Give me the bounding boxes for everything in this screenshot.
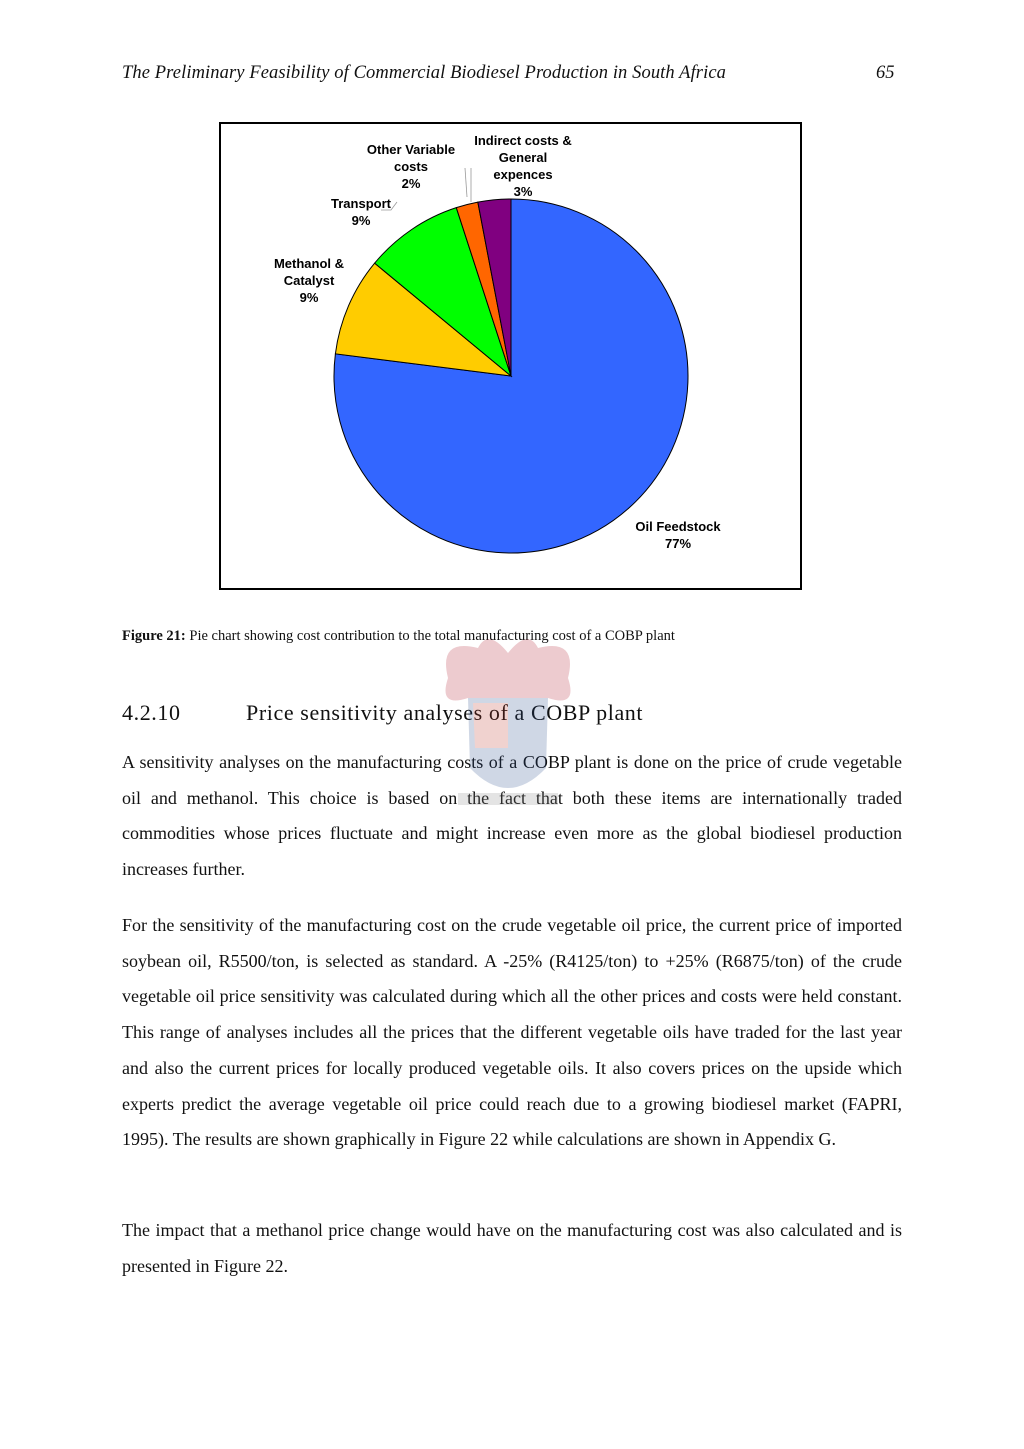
pie-label-oil-feedstock: Oil Feedstock 77% (635, 519, 721, 551)
section-heading (122, 700, 643, 726)
section-title: Price sensitivity analyses of a COBP plant (246, 700, 644, 725)
pie-label-other-variable-costs: Other Variable costs 2% (366, 142, 456, 191)
section-number: 4.2.10 (122, 700, 181, 725)
pie-chart-frame (219, 122, 802, 590)
pie-chart (221, 124, 800, 588)
leader-line-other-variable (465, 168, 467, 197)
paragraph-2: For the sensitivity of the manufacturing cost on the crude vegetable oil price, the current price of imported soybean oil, R5500/ton, is selected as standard. A -25% (R4125/ton) to +25% (R6875/ton) of the crude vegetable oil price sensitivity was calculated during which all the other prices and costs were held constant. This range of analyses includes all the prices that the different vegetable oils have traded for the last year and also the current prices for locally produced vegetable oils. It also covers prices on the upside which experts predict the average vegetable oil price could reach due to a growing biodiesel market (FAPRI, 1995). The results are shown graphically in Figure 22 while calculations are shown in Appendix G. (122, 915, 902, 1150)
caption-label: Figure 21: (122, 628, 186, 644)
paragraph-1: A sensitivity analyses on the manufacturing costs of a COBP plant is done on the price of crude vegetable oil and methanol. This choice is based on the fact that both these items are internationally traded commodities whose prices fluctuate and might increase even more as the global biodiesel production increases further. (122, 752, 902, 880)
page-number: 65 (876, 63, 895, 83)
pie-label-transport: Transport 9% (331, 196, 391, 228)
caption-text: Pie chart showing cost contribution to the total manufacturing cost of a COBP plant (189, 628, 675, 644)
running-header-title: The Preliminary Feasibility of Commercial Biodiesel Production in South Africa (122, 63, 727, 83)
figure-caption (122, 628, 675, 645)
paragraph-3: The impact that a methanol price change would have on the manufacturing cost was also calculated and is presented in Figure 22. (122, 1220, 902, 1276)
pie-label-methanol-catalyst: Methanol & Catalyst 9% (273, 256, 345, 305)
pie-label-indirect-costs-general-expences: Indirect costs & General expences 3% (474, 133, 572, 199)
